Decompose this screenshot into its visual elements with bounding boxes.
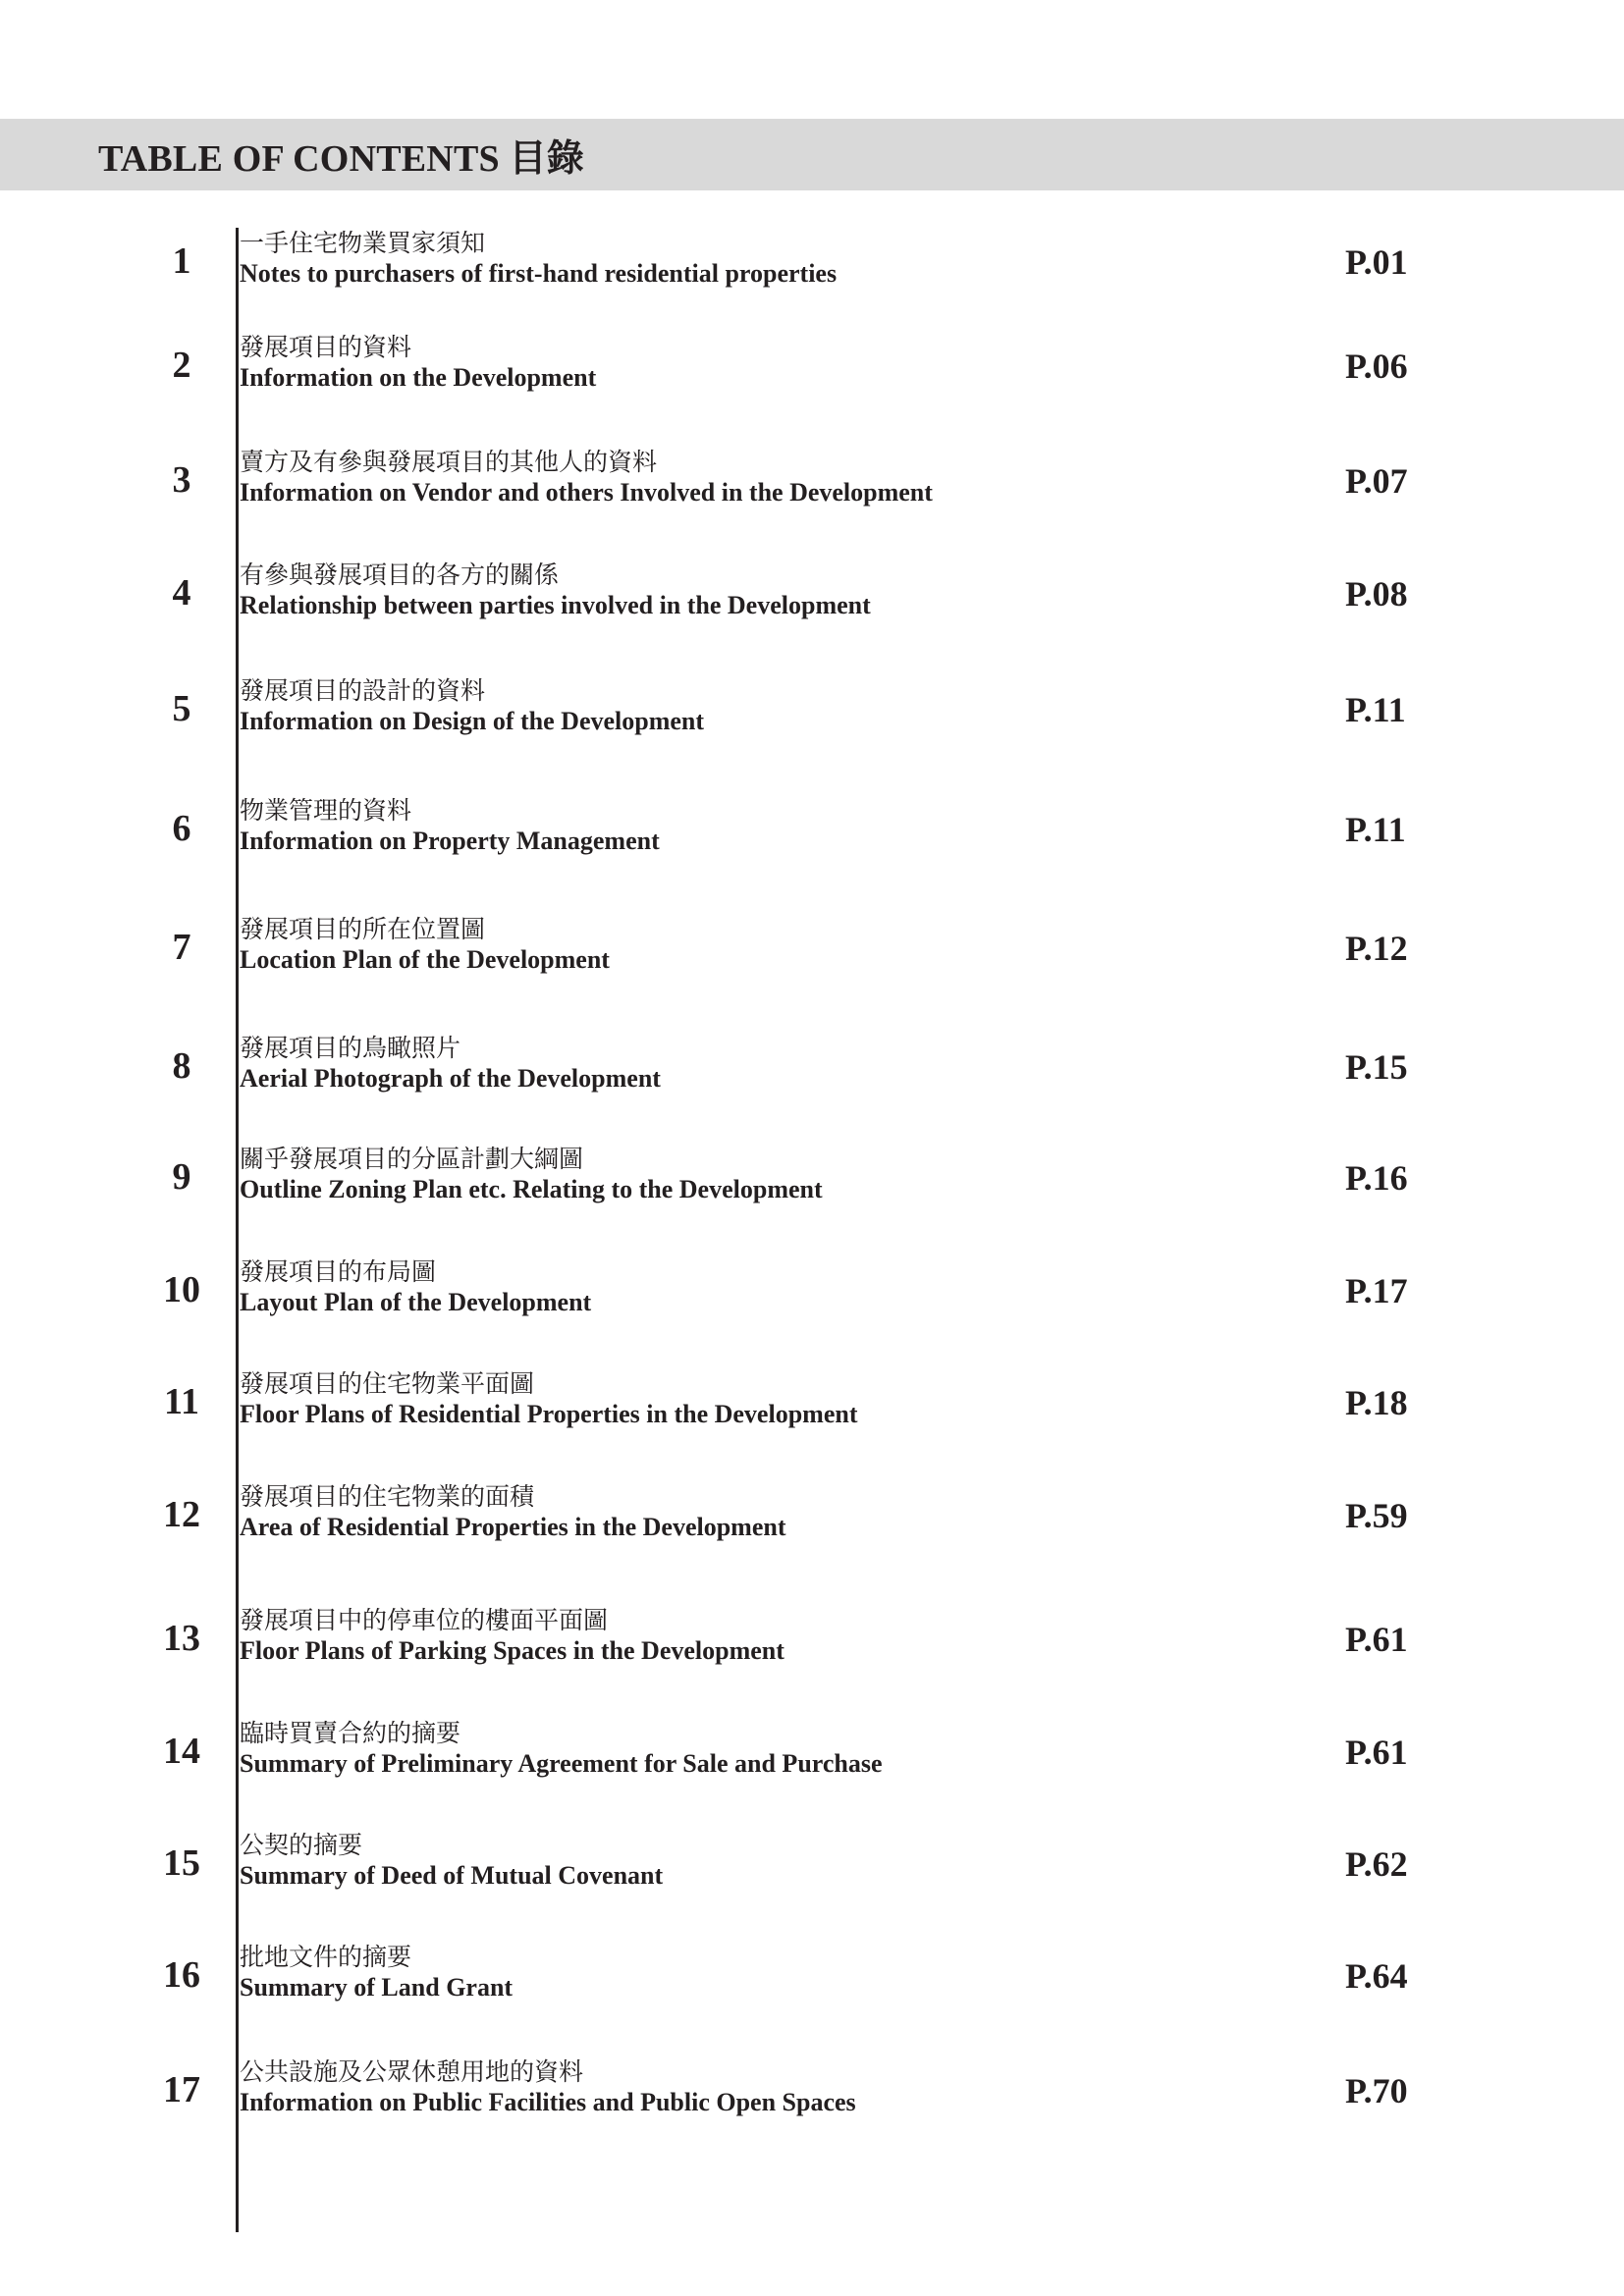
item-number: 15 bbox=[163, 1842, 200, 1884]
item-page-ref: P.61 bbox=[1345, 1733, 1408, 1772]
item-text bbox=[240, 560, 1320, 620]
item-text bbox=[240, 1942, 1320, 2002]
item-title-zh: 公契的摘要 bbox=[240, 1831, 363, 1859]
toc-item[interactable] bbox=[0, 1942, 1624, 2030]
item-title-zh: 發展項目的資料 bbox=[240, 333, 412, 361]
item-title-zh: 發展項目中的停車位的樓面平面圖 bbox=[240, 1606, 609, 1634]
item-title-en: Floor Plans of Residential Properties in the Development bbox=[240, 1400, 858, 1428]
item-number: 7 bbox=[172, 927, 191, 968]
item-number: 16 bbox=[163, 1954, 200, 1996]
item-text bbox=[240, 2056, 1320, 2117]
toc-item[interactable] bbox=[0, 1368, 1624, 1457]
item-title-en: Summary of Land Grant bbox=[240, 1973, 514, 2002]
item-page-ref: P.01 bbox=[1345, 242, 1408, 282]
item-page-ref: P.17 bbox=[1345, 1271, 1408, 1310]
item-title-en: Information on Vendor and others Involved in the Development bbox=[240, 478, 933, 507]
item-text bbox=[240, 1033, 1320, 1094]
item-page-ref: P.61 bbox=[1345, 1620, 1408, 1659]
item-number: 13 bbox=[163, 1618, 200, 1659]
item-title-zh: 關乎發展項目的分區計劃大綱圖 bbox=[240, 1145, 584, 1173]
item-title-en: Floor Plans of Parking Spaces in the Development bbox=[240, 1636, 785, 1665]
item-title-zh: 發展項目的鳥瞰照片 bbox=[240, 1034, 461, 1062]
item-text bbox=[240, 228, 1320, 289]
toc-item[interactable] bbox=[0, 1033, 1624, 1121]
item-title-zh: 賣方及有參與發展項目的其他人的資料 bbox=[240, 448, 658, 476]
item-number: 17 bbox=[163, 2069, 200, 2110]
item-page-ref: P.15 bbox=[1345, 1047, 1408, 1087]
toc-item[interactable] bbox=[0, 675, 1624, 764]
item-text bbox=[240, 447, 1320, 507]
item-title-en: Aerial Photograph of the Development bbox=[240, 1064, 661, 1093]
toc-item[interactable] bbox=[0, 332, 1624, 420]
item-text bbox=[240, 914, 1320, 975]
toc-item[interactable] bbox=[0, 1605, 1624, 1693]
item-number: 4 bbox=[172, 572, 191, 614]
item-number: 9 bbox=[172, 1156, 191, 1198]
item-number: 11 bbox=[164, 1381, 199, 1422]
item-title-en: Notes to purchasers of first-hand residential properties bbox=[240, 259, 838, 288]
item-title-en: Summary of Deed of Mutual Covenant bbox=[240, 1861, 664, 1890]
item-number: 8 bbox=[172, 1045, 191, 1087]
item-page-ref: P.70 bbox=[1345, 2071, 1408, 2110]
item-title-en: Layout Plan of the Development bbox=[240, 1288, 592, 1316]
item-title-zh: 一手住宅物業買家須知 bbox=[240, 229, 486, 257]
toc-item[interactable] bbox=[0, 1256, 1624, 1345]
item-text bbox=[240, 1605, 1320, 1666]
toc-item[interactable] bbox=[0, 1718, 1624, 1806]
toc-item[interactable] bbox=[0, 1830, 1624, 1918]
item-text bbox=[240, 795, 1320, 856]
item-number: 2 bbox=[172, 345, 191, 386]
item-title-en: Area of Residential Properties in the Development bbox=[240, 1513, 786, 1541]
item-number: 10 bbox=[163, 1269, 200, 1310]
toc-item[interactable] bbox=[0, 914, 1624, 1002]
item-page-ref: P.11 bbox=[1345, 690, 1406, 729]
toc-item[interactable] bbox=[0, 447, 1624, 535]
item-page-ref: P.16 bbox=[1345, 1158, 1408, 1198]
item-title-en: Relationship between parties involved in the Development bbox=[240, 591, 871, 619]
toc-item[interactable] bbox=[0, 1144, 1624, 1232]
item-title-zh: 發展項目的設計的資料 bbox=[240, 676, 486, 705]
item-text bbox=[240, 675, 1320, 736]
item-title-zh: 物業管理的資料 bbox=[240, 796, 412, 825]
item-title-en: Information on Public Facilities and Public Open Spaces bbox=[240, 2088, 856, 2116]
item-title-zh: 批地文件的摘要 bbox=[240, 1943, 412, 1971]
item-number: 12 bbox=[163, 1494, 200, 1535]
item-page-ref: P.59 bbox=[1345, 1496, 1408, 1535]
item-text bbox=[240, 1256, 1320, 1317]
item-title-en: Information on Property Management bbox=[240, 827, 660, 855]
toc-item[interactable] bbox=[0, 795, 1624, 883]
item-title-en: Information on the Development bbox=[240, 363, 597, 392]
item-text bbox=[240, 1368, 1320, 1429]
item-number: 14 bbox=[163, 1731, 200, 1772]
item-number: 6 bbox=[172, 808, 191, 849]
item-text bbox=[240, 1718, 1320, 1779]
item-page-ref: P.07 bbox=[1345, 461, 1408, 501]
toc-item[interactable] bbox=[0, 2056, 1624, 2145]
item-title-en: Information on Design of the Development bbox=[240, 707, 705, 735]
item-page-ref: P.06 bbox=[1345, 347, 1408, 386]
item-text bbox=[240, 332, 1320, 393]
item-text bbox=[240, 1830, 1320, 1891]
item-page-ref: P.11 bbox=[1345, 810, 1406, 849]
item-title-zh: 公共設施及公眾休憩用地的資料 bbox=[240, 2057, 584, 2086]
page-title: TABLE OF CONTENTS 目錄 bbox=[98, 138, 584, 180]
item-title-zh: 發展項目的住宅物業平面圖 bbox=[240, 1369, 535, 1398]
item-title-zh: 發展項目的住宅物業的面積 bbox=[240, 1482, 535, 1511]
toc-item[interactable] bbox=[0, 228, 1624, 316]
item-text bbox=[240, 1144, 1320, 1204]
item-title-en: Summary of Preliminary Agreement for Sale and Purchase bbox=[240, 1749, 883, 1778]
item-title-zh: 有參與發展項目的各方的關係 bbox=[240, 561, 560, 589]
item-title-zh: 臨時買賣合約的摘要 bbox=[240, 1719, 461, 1747]
item-page-ref: P.18 bbox=[1345, 1383, 1408, 1422]
item-page-ref: P.62 bbox=[1345, 1844, 1408, 1884]
toc-item[interactable] bbox=[0, 560, 1624, 648]
item-number: 1 bbox=[172, 240, 191, 282]
item-title-en: Outline Zoning Plan etc. Relating to the Development bbox=[240, 1175, 823, 1203]
toc-item[interactable] bbox=[0, 1481, 1624, 1570]
item-title-zh: 發展項目的布局圖 bbox=[240, 1257, 437, 1286]
item-page-ref: P.08 bbox=[1345, 574, 1408, 614]
item-number: 5 bbox=[172, 688, 191, 729]
item-text bbox=[240, 1481, 1320, 1542]
item-page-ref: P.12 bbox=[1345, 929, 1408, 968]
item-number: 3 bbox=[172, 459, 191, 501]
item-title-zh: 發展項目的所在位置圖 bbox=[240, 915, 486, 943]
item-page-ref: P.64 bbox=[1345, 1956, 1408, 1996]
item-title-en: Location Plan of the Development bbox=[240, 945, 610, 974]
